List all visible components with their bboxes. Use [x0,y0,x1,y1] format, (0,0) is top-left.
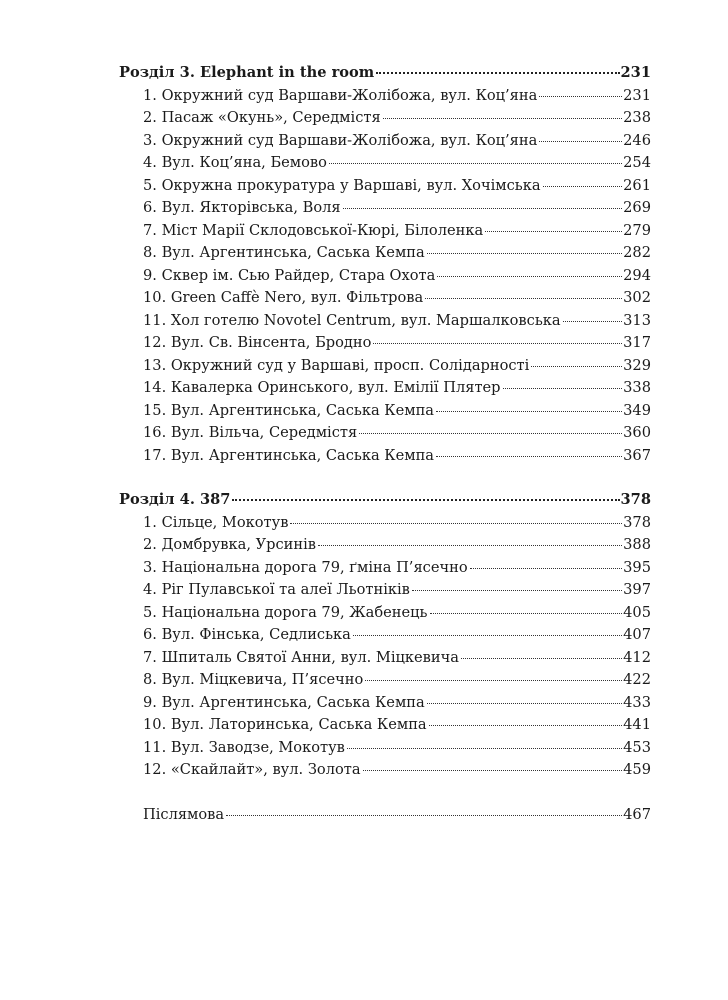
toc-entry[interactable] [119,107,651,130]
page-number: 395 [623,558,651,576]
toc-entry[interactable] [119,445,651,468]
page-number: 407 [623,626,651,643]
section-title: Розділ 4. 387 [119,491,231,508]
toc-afterword [119,804,651,827]
dot-leader [412,590,622,591]
toc-entry[interactable] [119,557,651,580]
dot-leader [429,725,623,726]
toc-entry[interactable] [119,310,651,333]
dot-leader [318,545,622,546]
dot-leader [353,635,622,636]
entry-title: 5. Національна дорога 79, Жабенець [143,603,428,621]
toc-entries [119,512,651,782]
toc-entry[interactable] [119,692,651,715]
page-number: 388 [623,536,651,553]
entry-title: 10. Вул. Латоринська, Саська Кемпа [143,716,427,733]
toc-entry[interactable] [119,175,651,198]
dot-leader [543,186,623,187]
entry-title: 12. Вул. Св. Вінсента, Бродно [143,334,372,351]
toc-entry[interactable] [119,422,651,445]
toc-entry[interactable] [119,647,651,670]
entry-title: 9. Вул. Аргентинська, Саська Кемпа [143,693,425,711]
dot-leader [430,613,623,614]
toc-entry[interactable] [119,759,651,782]
dot-leader [373,343,622,344]
page-number: 433 [623,693,651,711]
dot-leader [437,276,622,277]
toc-entry[interactable] [119,534,651,557]
table-of-contents [119,62,651,826]
dot-leader [436,411,622,412]
dot-leader [329,163,622,164]
entry-title: 8. Вул. Аргентинська, Саська Кемпа [143,244,425,261]
page-number: 282 [623,244,651,261]
entry-title: 6. Вул. Якторівська, Воля [143,199,341,216]
entry-title: 6. Вул. Фінська, Седлиська [143,626,351,643]
entry-title: 15. Вул. Аргентинська, Саська Кемпа [143,401,435,419]
toc-section-3 [119,62,651,467]
entry-title: 10. Green Caffè Nero, вул. Фільтрова [143,289,424,306]
dot-leader [232,499,619,501]
entry-title: 14. Кавалерка Оринського, вул. Емілії Плятер [143,379,501,396]
page-number: 254 [623,154,651,171]
dot-leader [563,321,623,322]
page-number: 294 [623,266,651,284]
toc-section-heading[interactable] [119,489,651,512]
entry-title: 4. Ріг Пулавської та алеї Льотніків [143,581,410,598]
toc-entry[interactable] [119,242,651,265]
dot-leader [427,253,622,254]
dot-leader [427,703,622,704]
dot-leader [539,141,622,142]
toc-entry[interactable] [119,602,651,625]
entry-title: 11. Вул. Заводзе, Мокотув [143,738,345,756]
toc-entry[interactable] [119,265,651,288]
page-number: 367 [623,446,651,464]
entry-title: 1. Окружний суд Варшави-Жолібожа, вул. Коц’яна [143,86,538,104]
page-number: 378 [620,491,651,508]
dot-leader [461,658,622,659]
page-number: 313 [623,311,651,329]
page-number: 397 [623,581,651,598]
toc-entry[interactable] [119,624,651,647]
toc-entry[interactable] [119,400,651,423]
entry-title: 1. Сільце, Мокотув [143,513,289,531]
page-number: 453 [623,738,651,756]
dot-leader [347,748,622,749]
dot-leader [290,523,622,524]
page-number: 378 [623,513,651,531]
page-number: 349 [623,401,651,419]
toc-entry-afterword[interactable] [119,804,651,827]
dot-leader [531,366,622,367]
dot-leader [365,680,622,681]
page-number: 405 [623,603,651,621]
page-number: 360 [623,424,651,441]
entry-title: 8. Вул. Міцкевича, П’ясечно [143,671,364,688]
page-number: 238 [623,109,651,126]
entry-title: 3. Окружний суд Варшави-Жолібожа, вул. Коц’яна [143,131,538,149]
dot-leader [470,568,623,569]
entry-title: 2. Домбрувка, Урсинів [143,536,316,553]
toc-entry[interactable] [119,197,651,220]
toc-entry[interactable] [119,579,651,602]
entry-title: 3. Національна дорога 79, ґміна П’ясечно [143,558,468,576]
dot-leader [226,815,622,816]
page-number: 279 [623,221,651,239]
dot-leader [539,96,622,97]
toc-entry[interactable] [119,669,651,692]
dot-leader [425,298,622,299]
page-number: 422 [623,671,651,688]
entry-title: 5. Окружна прокуратура у Варшаві, вул. Хочімська [143,176,541,194]
page-number: 338 [623,379,651,396]
page-number: 329 [623,356,651,374]
toc-entry[interactable] [119,332,651,355]
page-number: 231 [620,64,651,81]
entry-title: 9. Сквер ім. Сью Райдер, Стара Охота [143,266,436,284]
toc-entry[interactable] [119,130,651,153]
page-number: 317 [623,334,651,351]
toc-section-heading[interactable] [119,62,651,85]
page-number: 231 [623,86,651,104]
toc-entry[interactable] [119,512,651,535]
page-number: 261 [623,176,651,194]
dot-leader [503,388,623,389]
entry-title: 7. Шпиталь Святої Анни, вул. Міцкевича [143,648,459,666]
dot-leader [383,118,622,119]
page-number: 467 [623,805,651,823]
dot-leader [363,770,623,771]
entry-title: 13. Окружний суд у Варшаві, просп. Солідарності [143,356,530,374]
entry-title: 17. Вул. Аргентинська, Саська Кемпа [143,446,435,464]
page-number: 269 [623,199,651,216]
entry-title: Післямова [143,805,225,823]
entry-title: 16. Вул. Вільча, Середмістя [143,424,358,441]
toc-entry[interactable] [119,220,651,243]
section-title: Розділ 3. Elephant in the room [119,64,375,81]
dot-leader [343,208,623,209]
toc-entry[interactable] [119,85,651,108]
toc-entry[interactable] [119,287,651,310]
toc-section-4 [119,489,651,782]
page-number: 302 [623,289,651,306]
page-number: 246 [623,131,651,149]
entry-title: 2. Пасаж «Окунь», Середмістя [143,109,381,126]
toc-entry[interactable] [119,737,651,760]
toc-entries [119,85,651,468]
entry-title: 7. Міст Марії Склодовської-Кюрі, Білоленка [143,221,484,239]
dot-leader [485,231,622,232]
toc-entry[interactable] [119,377,651,400]
toc-entry[interactable] [119,355,651,378]
entry-title: 11. Хол готелю Novotel Centrum, вул. Маршалковська [143,311,561,329]
page-number: 459 [623,761,651,778]
entry-title: 12. «Скайлайт», вул. Золота [143,761,361,778]
toc-entry[interactable] [119,152,651,175]
entry-title: 4. Вул. Коц’яна, Бемово [143,154,327,171]
dot-leader [376,72,619,74]
page-number: 441 [623,716,651,733]
toc-entry[interactable] [119,714,651,737]
dot-leader [436,456,622,457]
page-number: 412 [623,648,651,666]
dot-leader [359,433,622,434]
